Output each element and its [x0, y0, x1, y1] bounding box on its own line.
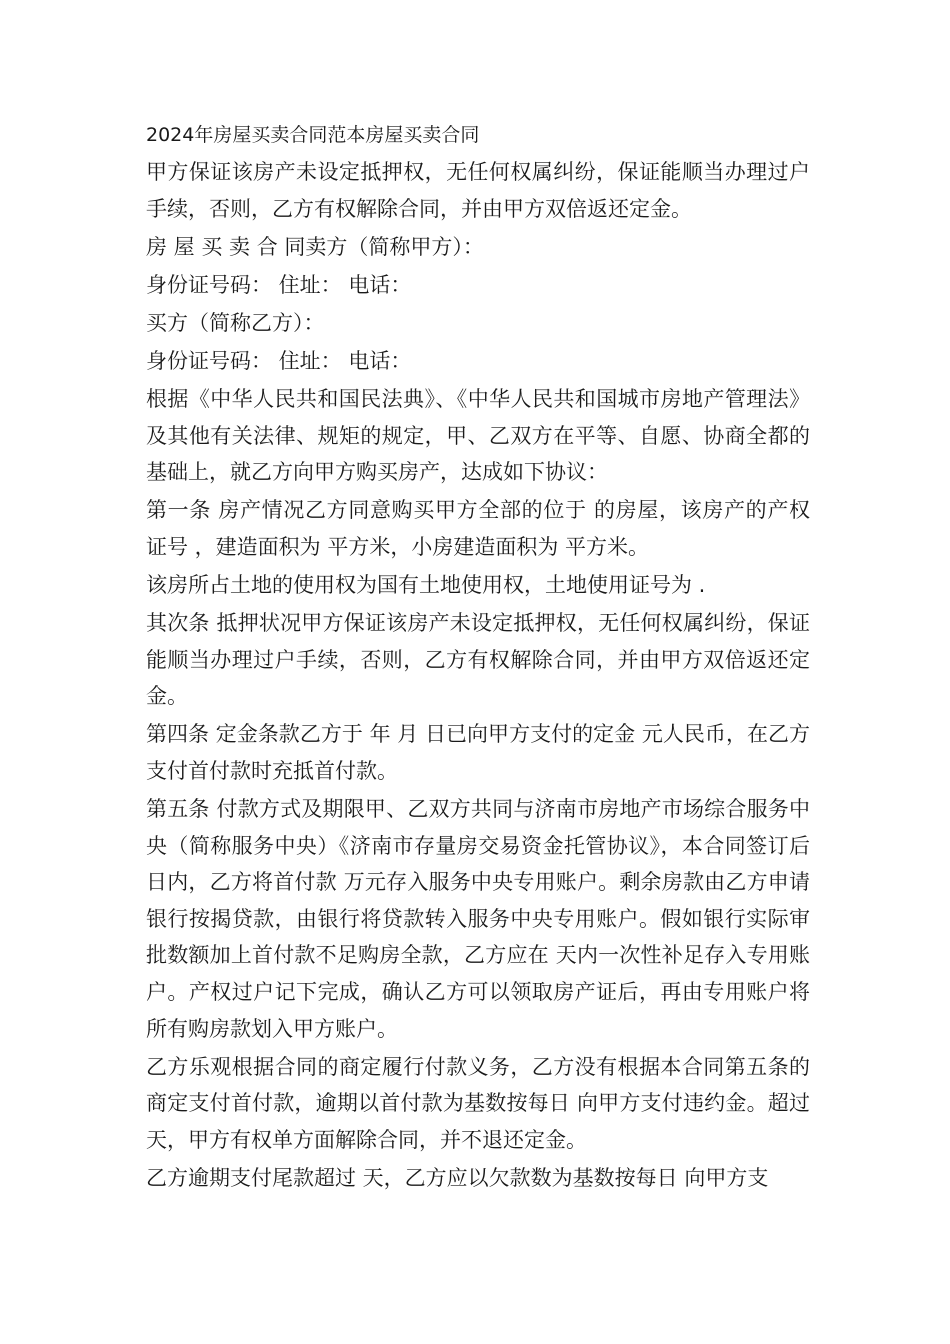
- document-title: 2024年房屋买卖合同范本房屋买卖合同: [146, 124, 480, 146]
- paragraph-buyer: 买方（简称乙方）：: [146, 310, 325, 335]
- paragraph-article-4: 第四条 定金条款乙方于 年 月 日已向甲方支付的定金 元人民币，在乙方支付首付款时充抵首付款。: [146, 722, 810, 783]
- paragraph-article-2: 其次条 抵押状况甲方保证该房产未设定抵押权，无任何权属纠纷，保证能顺当办理过户手续，否则，乙方有权解除合同，并由甲方双倍返还定金。: [146, 611, 810, 709]
- paragraph-buyer-payment-duty: 乙方乐观根据合同的商定履行付款义务，乙方没有根据本合同第五条的商定支付首付款，逾期以首付款为基数按每日 向甲方支付违约金。超过 天，甲方有权单方面解除合同，并不退还定金。: [146, 1054, 810, 1152]
- document-page: [146, 120, 810, 1198]
- paragraph-seller: 房 屋 买 卖 合 同卖方（简称甲方）：: [146, 234, 484, 259]
- paragraph-legal-basis: 根据《中华人民共和国民法典》、《中华人民共和国城市房地产管理法》及其他有关法律、规矩的规定，甲、乙双方在平等、自愿、协商全都的基础上，就乙方向甲方购买房产，达成如下协议：: [146, 387, 810, 485]
- paragraph-late-payment: 乙方逾期支付尾款超过 天，乙方应以欠款数为基数按每日 向甲方支: [146, 1166, 769, 1191]
- paragraph-land-use: 该房所占土地的使用权为国有土地使用权，土地使用证号为 .: [146, 573, 706, 598]
- paragraph-guarantee: 甲方保证该房产未设定抵押权，无任何权属纠纷，保证能顺当办理过户手续，否则，乙方有权解除合同，并由甲方双倍返还定金。: [146, 160, 810, 221]
- paragraph-seller-info: 身份证号码： 住址： 电话：: [146, 272, 412, 297]
- paragraph-article-5: 第五条 付款方式及期限甲、乙双方共同与济南市房地产市场综合服务中央（简称服务中央）《济南市存量房交易资金托管协议》，本合同签订后 日内，乙方将首付款 万元存入服务中央专用账户。剩余房款由乙方申请银行按揭贷款，由银行将贷款转入服务中央专用账户。假如银行实际审批数额加上首付款不足购房全款，乙方应在 天内一次性补足存入专用账户。产权过户记下完成，确认乙方可以领取房产证后，再由专用账户将所有购房款划入甲方账户。: [146, 797, 810, 1041]
- paragraph-article-1: 第一条 房产情况乙方同意购买甲方全部的位于 的房屋，该房产的产权证号 ，建造面积为 平方米，小房建造面积为 平方米。: [146, 498, 810, 559]
- paragraph-buyer-info: 身份证号码： 住址： 电话：: [146, 348, 412, 373]
